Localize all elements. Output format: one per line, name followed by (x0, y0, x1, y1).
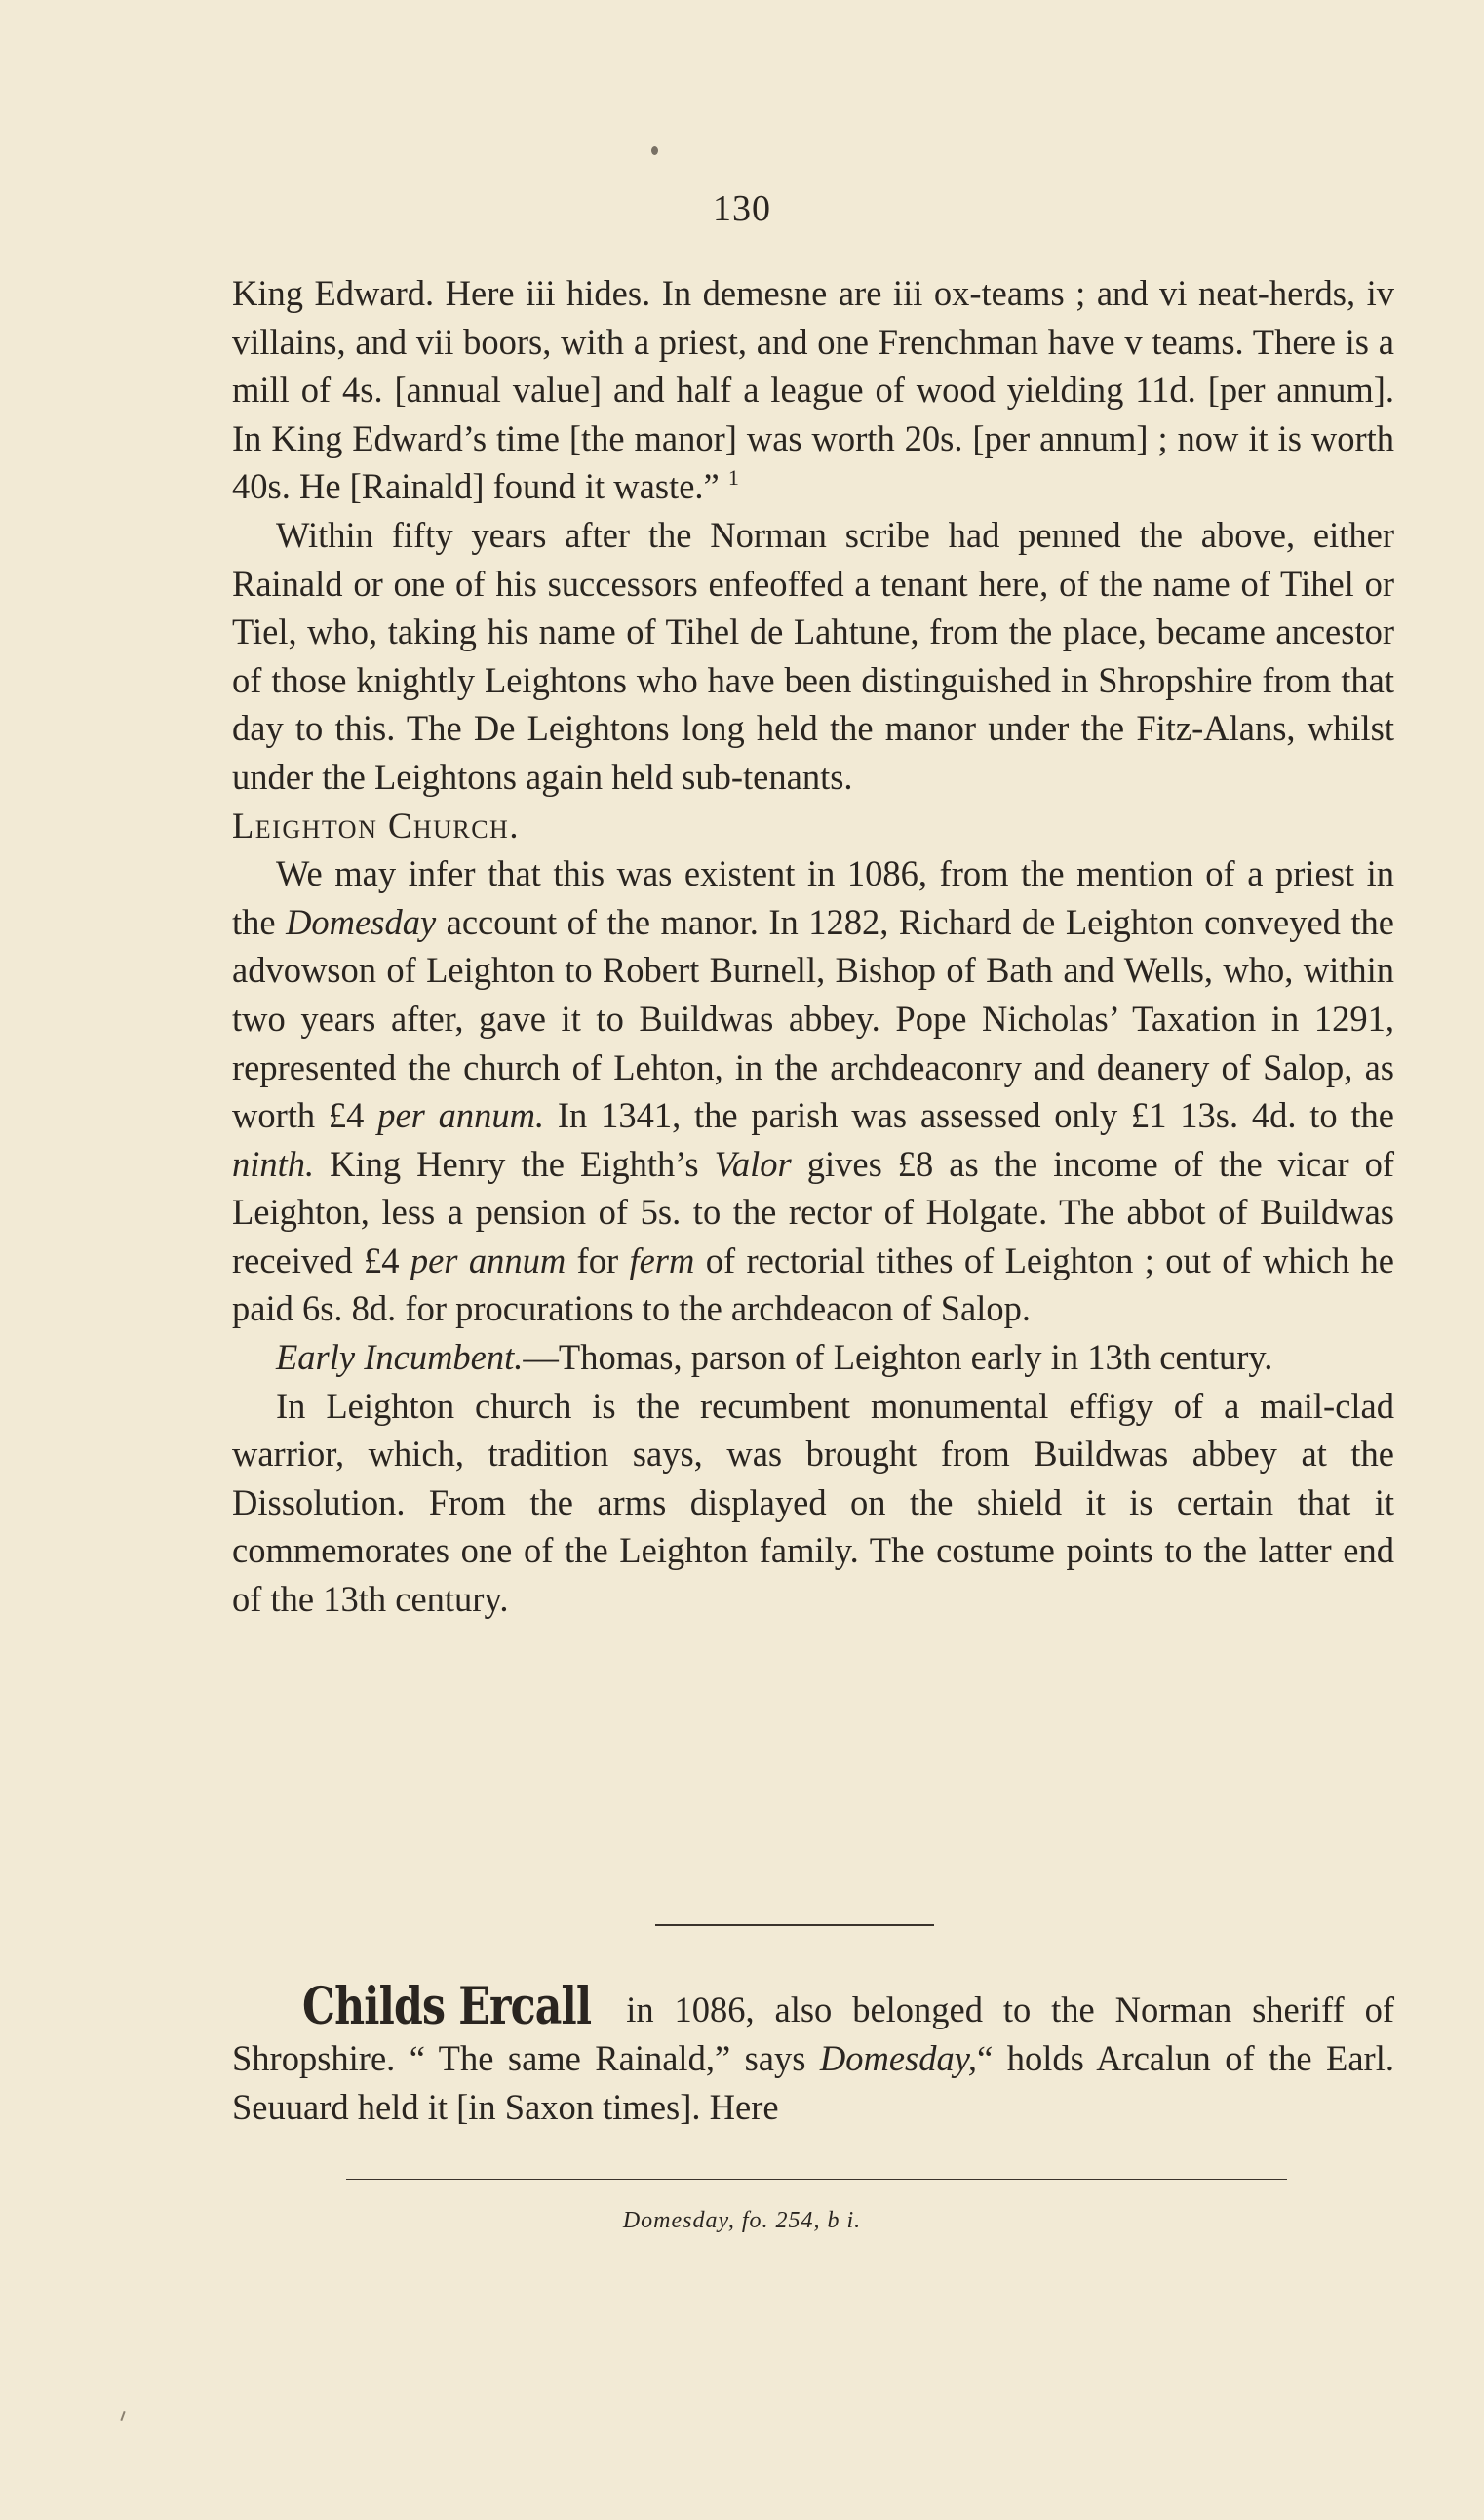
footnote: Domesday, fo. 254, b i. (622, 2208, 862, 2233)
paragraph-domesday-quote (232, 269, 1394, 511)
paragraph-leighton-family: Within fifty years after the Norman scribe had penned the above, either Rainald or one of his successors enfeoffed a tenant here, of the name of Tihel or Tiel, who, taking his name of Tihel de Lahtune, from the place, became ancestor of those knightly Leightons who have been distinguished in Shropshire from that day to this. The De Leightons long held the manor under the Fitz-Alans, whilst under the Leightons again held sub-tenants. (232, 514, 1394, 797)
section-divider (655, 1924, 934, 1926)
paragraph-early-incumbent: Early Incumbent.—Thomas, parson of Leighton early in 13th century. (276, 1337, 1273, 1378)
footnote-divider (346, 2179, 1287, 2180)
paragraph-childs-ercall: Childs Ercall in 1086, also belonged to the Norman sheriff of Shropshire. “ The same Rainald,” says Domesday,“ holds Arcalun of the Earl. Seuuard held it [in Saxon times]. Here (232, 1977, 1394, 2127)
paragraph-church-history: We may infer that this was existent in 1086, from the mention of a priest in the Domesday account of the manor. In 1282, Richard de Leighton conveyed the advowson of Leighton to Robert Burnell, Bishop of Bath and Wells, who, within two years after, gave it to Buildwas abbey. Pope Nicholas’ Taxation in 1291, represented the church of Lehton, in the archdeaconry and deanery of Salop, as worth £4 per annum. In 1341, the parish was assessed only £1 13s. 4d. to the ninth. King Henry the Eighth’s Valor gives £8 as the income of the vicar of Leighton, less a pension of 5s. to the rector of Holgate. The abbot of Buildwas received £4 per annum for ferm of rectorial tithes of Leighton ; out of which he paid 6s. 8d. for procurations to the archdeacon of Salop. (232, 853, 1395, 1329)
section-heading-leighton-church: Leighton Church. (232, 805, 520, 846)
childs-ercall-section (232, 1977, 1394, 2132)
ink-mark (120, 2411, 125, 2421)
main-text (232, 269, 1394, 1624)
ink-speck (651, 146, 658, 155)
page-number: 130 (713, 188, 771, 229)
footnote-marker: 1 (727, 465, 739, 491)
blackletter-heading: Childs Ercall (302, 1977, 592, 2036)
paragraph-text: King Edward. Here iii hides. In demesne are iii ox-teams ; and vi neat-herds, iv villains, and vii boors, with a priest, and one Frenchman have v teams. There is a mill of 4s. [annual value] and half a league of wood yielding 11d. [per annum]. In King Edward’s time [the manor] was worth 20s. [per annum] ; now it is worth 40s. He [Rainald] found it waste.” (232, 273, 1394, 507)
paragraph-effigy: In Leighton church is the recumbent monumental effigy of a mail-clad warrior, which, tradition says, was brought from Buildwas abbey at the Dissolution. From the arms displayed on the shield it is certain that it commemorates one of the Leighton family. The costume points to the latter end of the 13th century. (232, 1385, 1394, 1620)
